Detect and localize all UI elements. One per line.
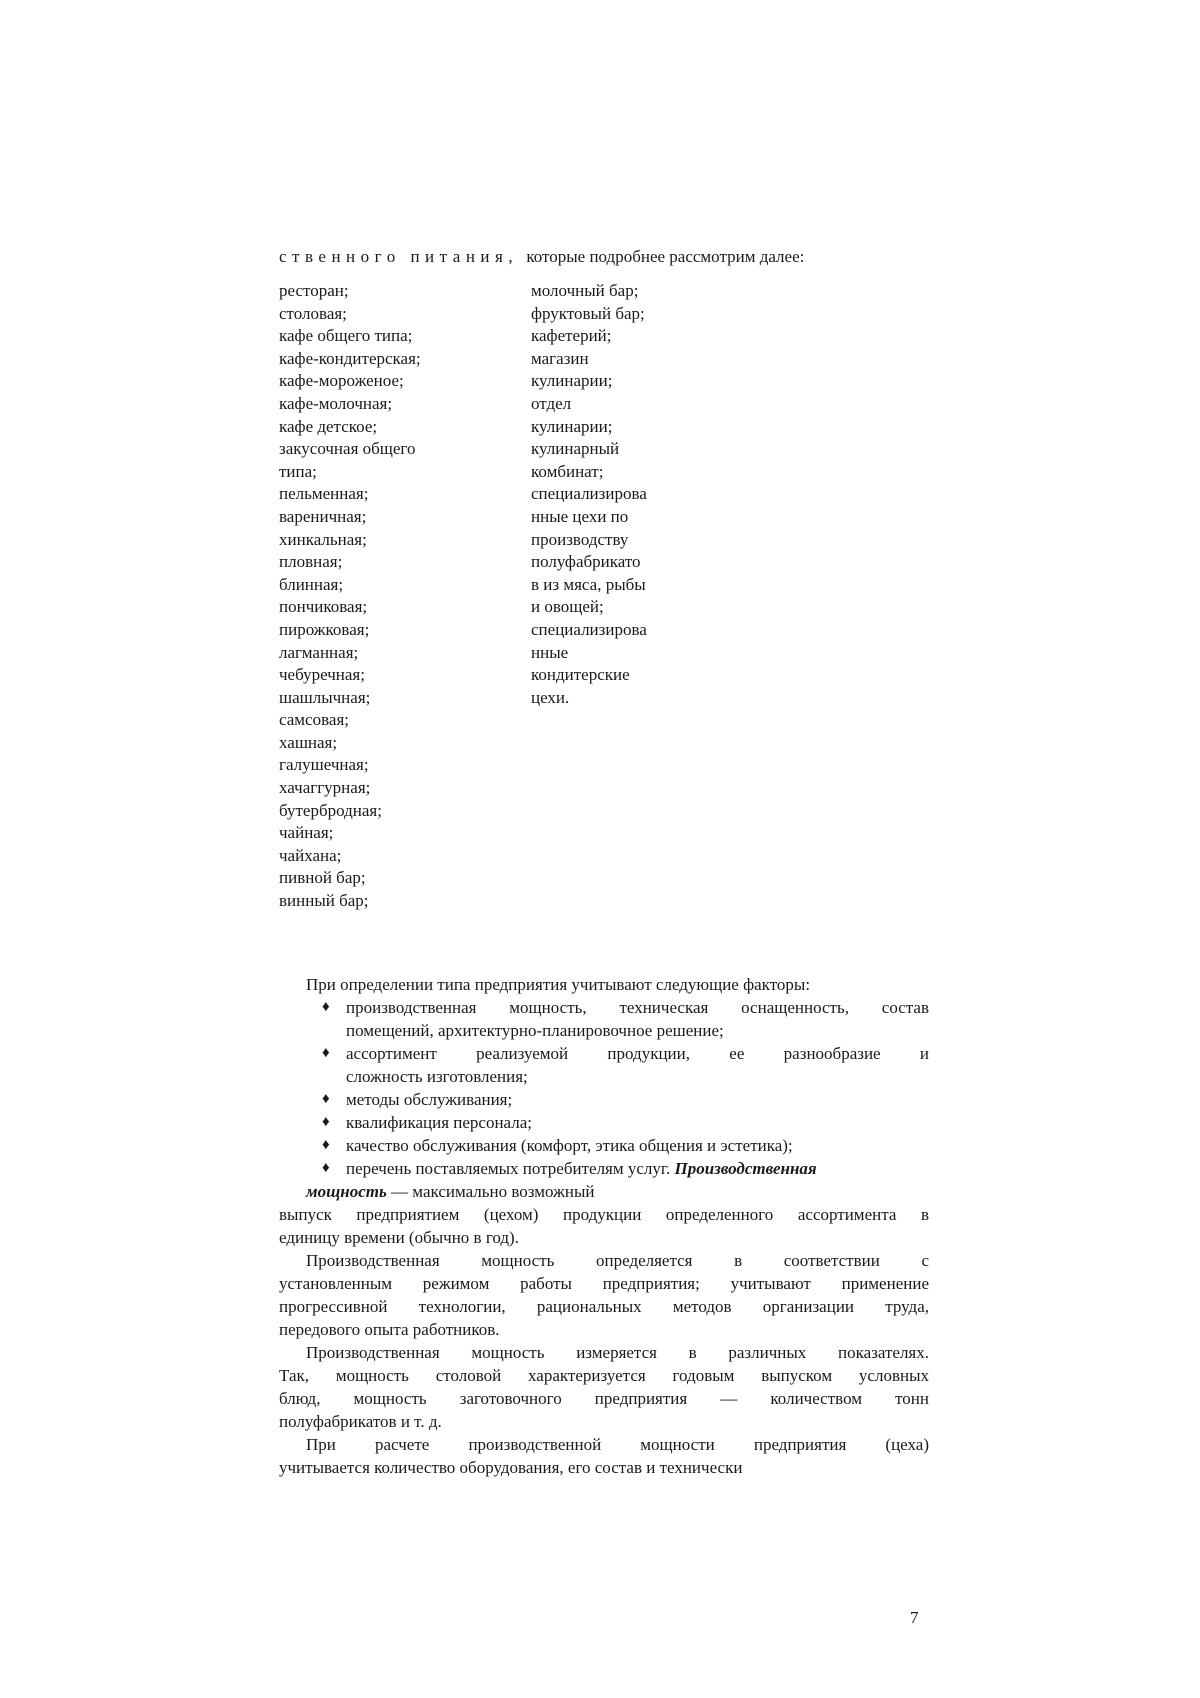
list-item: кафе-молочная;: [279, 393, 393, 413]
list-item: специализирова: [531, 619, 647, 639]
list-item: кафе-мороженое;: [279, 371, 404, 391]
list-item: кафе-кондитерская;: [279, 348, 421, 368]
definition-line: единицу времени (обычно в год).: [279, 1228, 519, 1247]
list-item: пельменная;: [279, 484, 369, 504]
list-item: столовая;: [279, 303, 347, 323]
definition-term: мощность: [306, 1182, 387, 1201]
list-item: вареничная;: [279, 506, 367, 526]
list-item: и овощей;: [531, 597, 604, 617]
list-item: пирожковая;: [279, 619, 370, 639]
factor-text-line: [346, 1157, 929, 1180]
definition-line: [306, 1180, 594, 1203]
paragraph-line: При расчете производственной мощности предприятия (цеха): [306, 1435, 929, 1454]
list-item: комбинат;: [531, 461, 604, 481]
list-item: чебуречная;: [279, 665, 365, 685]
list-item: хинкальная;: [279, 529, 367, 549]
list-item: бутербродная;: [279, 800, 382, 820]
list-item: специализирова: [531, 484, 647, 504]
list-item: пловная;: [279, 552, 343, 572]
factor-item: [322, 996, 929, 1042]
list-item: кулинарии;: [531, 416, 613, 436]
list-item: нные цехи по: [531, 506, 629, 526]
paragraph-line: Так, мощность столовой характеризуется годовым выпуском условных: [279, 1366, 929, 1385]
diamond-bullet-icon: ♦: [322, 1114, 330, 1130]
paragraph-line: полуфабрикатов и т. д.: [279, 1412, 442, 1431]
list-item: кондитерские: [531, 665, 630, 685]
factor-text-line: производственная мощность, техническая оснащенность, состав: [346, 998, 929, 1017]
list-item: производству: [531, 529, 629, 549]
list-item: хачаггурная;: [279, 778, 371, 798]
definition-text: — максимально возможный: [391, 1182, 595, 1201]
paragraph-line: прогрессивной технологии, рациональных методов организации труда,: [279, 1297, 929, 1316]
factor-text-line: ассортимент реализуемой продукции, ее разнообразие и: [346, 1044, 929, 1063]
definition-line: выпуск предприятием (цехом) продукции определенного ассортимента в: [279, 1205, 929, 1224]
factor-item: [322, 1042, 929, 1088]
list-item: цехи.: [531, 687, 570, 707]
factor-text-line: помещений, архитектурно-планировочное решение;: [346, 1021, 724, 1040]
paragraph-line: учитывается количество оборудования, его состав и технически: [279, 1458, 743, 1477]
paragraph-line: передового опыта работников.: [279, 1320, 500, 1339]
factor-text-line: методы обслуживания;: [346, 1090, 513, 1109]
factor-text-line: качество обслуживания (комфорт, этика общения и эстетика);: [346, 1136, 793, 1155]
factors-list: [322, 996, 929, 1180]
diamond-bullet-icon: ♦: [322, 1137, 330, 1153]
list-item: ресторан;: [279, 281, 349, 300]
list-item: самсовая;: [279, 710, 349, 730]
list-item: фруктовый бар;: [531, 303, 645, 323]
diamond-bullet-icon: ♦: [322, 1091, 330, 1107]
factor-item: [322, 1157, 929, 1180]
diamond-bullet-icon: ♦: [322, 999, 330, 1015]
paragraph-line: установленным режимом работы предприятия; учитывают применение: [279, 1274, 929, 1293]
list-item: чайная;: [279, 823, 334, 843]
page-number: 7: [910, 1608, 919, 1627]
enterprise-types-left-column: [279, 280, 421, 913]
intro-rest-text: которые подробнее рассмотрим далее:: [526, 247, 805, 266]
list-item: чайхана;: [279, 845, 342, 865]
factors-intro: При определении типа предприятия учитывают следующие факторы:: [306, 975, 811, 994]
list-item: типа;: [279, 461, 317, 481]
list-item: кулинарный: [531, 439, 620, 459]
list-item: кафетерий;: [531, 326, 612, 346]
list-item: кулинарии;: [531, 371, 613, 391]
list-item: винный бар;: [279, 891, 369, 911]
enterprise-types-right-column: [531, 280, 647, 709]
list-item: полуфабрикато: [531, 552, 641, 572]
list-item: хашная;: [279, 732, 338, 752]
list-item: пончиковая;: [279, 597, 368, 617]
list-item: галушечная;: [279, 755, 369, 775]
factor-text: перечень поставляемых потребителям услуг.: [346, 1159, 671, 1178]
paragraph-line: блюд, мощность заготовочного предприятия — количеством тонн: [279, 1389, 929, 1408]
diamond-bullet-icon: ♦: [322, 1045, 330, 1061]
list-item: кафе общего типа;: [279, 326, 413, 346]
list-item: отдел: [531, 393, 572, 413]
list-item: в из мяса, рыбы: [531, 574, 646, 594]
list-item: лагманная;: [279, 642, 359, 662]
factor-text-line: квалификация персонала;: [346, 1113, 532, 1132]
definition-term: Производственная: [674, 1159, 817, 1178]
list-item: нные: [531, 642, 569, 662]
paragraph-line: Производственная мощность определяется в соответствии с: [306, 1251, 929, 1270]
list-item: шашлычная;: [279, 687, 371, 707]
factor-item: [322, 1111, 929, 1134]
intro-line: [279, 245, 804, 268]
diamond-bullet-icon: ♦: [322, 1160, 330, 1176]
list-item: кафе детское;: [279, 416, 378, 436]
list-item: молочный бар;: [531, 281, 639, 300]
factor-text-line: сложность изготовления;: [346, 1067, 528, 1086]
intro-spaced-text: ственного питания,: [279, 247, 519, 266]
factor-item: [322, 1134, 929, 1157]
list-item: пивной бар;: [279, 868, 366, 888]
list-item: закусочная общего: [279, 439, 416, 459]
factor-item: [322, 1088, 929, 1111]
list-item: магазин: [531, 348, 589, 368]
list-item: блинная;: [279, 574, 344, 594]
paragraph-line: Производственная мощность измеряется в различных показателях.: [306, 1343, 929, 1362]
